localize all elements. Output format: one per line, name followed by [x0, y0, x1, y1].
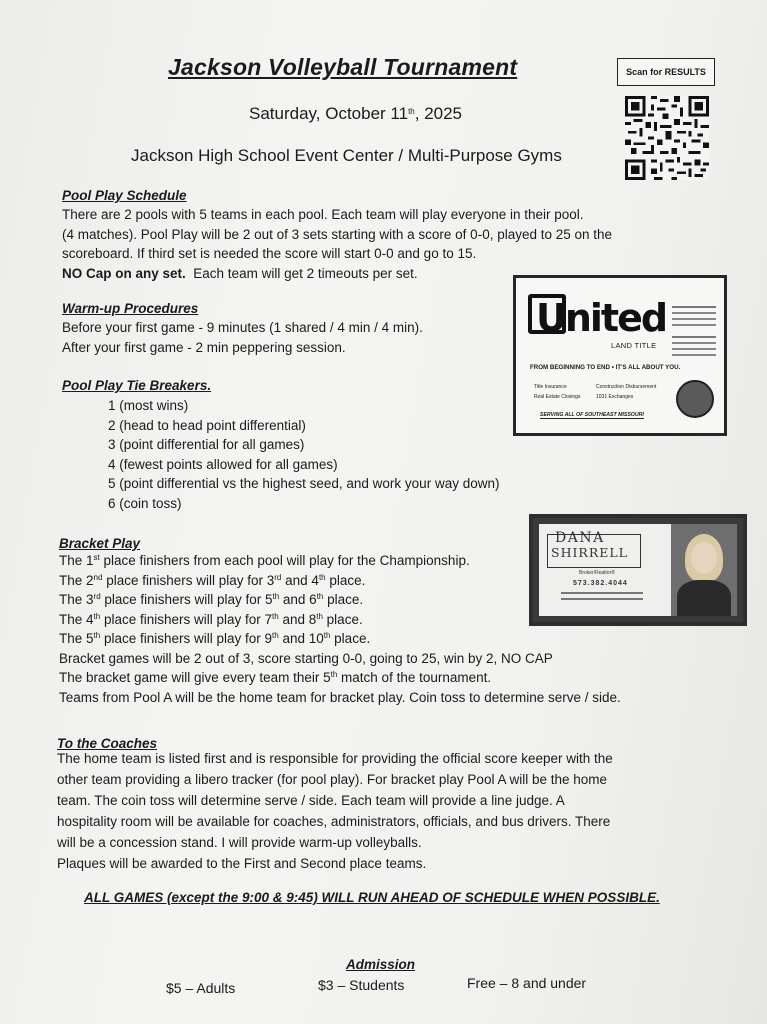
tiebreaker-item: 6 (coin toss) [108, 495, 182, 511]
united-seal-icon [676, 380, 714, 418]
tiebreaker-item: 1 (most wins) [108, 398, 189, 413]
dana-phone: 573.382.4044 [573, 580, 628, 587]
united-footer: SERVING ALL OF SOUTHEAST MISSOURI [540, 412, 644, 418]
price-free: Free – 8 and under [467, 975, 587, 991]
dana-name-first: DANA [555, 530, 605, 546]
united-logo: United [536, 296, 667, 340]
united-land-title-ad [513, 275, 727, 436]
bracket-text: The 1st place finishers from each pool will play for the Championship. The 2nd place finishers will play for 3rd and 4th place. The 3rd place finishers will play for 5th and 6th place. The 4th place finishers will play for 7th and 8th place. The 5th place finishers will play for 9th and 10th place. Bracket games will be 2 out of 3, score starting 0-0, going to 25, win by 2, NO CAP The bracket game will give every team their 5th match of the tournament. Teams from Pool A will be the home team for bracket play. Coin toss to determine serve / side. [59, 553, 621, 705]
coaches-text: The home team is listed first and is responsible for providing the official score keeper with the other team providing a libero tracker (for pool play). For bracket play Pool A will be the home team. The coin toss will determine serve / side. Each team will provide a line judge. A hospitality room will be available for coaches, administrators, officials, and bus drivers. There will be a concession stand. I will provide warm-up volleyballs. Plaques will be awarded to the First and Second place teams. [57, 751, 613, 871]
dana-shirrell-ad [529, 514, 747, 626]
warmup-text: Before your first game - 9 minutes (1 shared / 4 min / 4 min). After your first game - 2 min peppering session. [62, 320, 423, 355]
pool-play-heading: Pool Play Schedule [62, 188, 187, 203]
qr-code-icon [624, 96, 710, 180]
tiebreaker-item: 2 (head to head point differential) [108, 417, 306, 433]
united-services-col1: Title Insurance Real Estate Closings [534, 384, 581, 400]
united-sub: LAND TITLE [611, 341, 657, 350]
united-contact-lines [672, 302, 716, 360]
coaches-heading: To the Coaches [57, 736, 158, 751]
tiebreakers-heading: Pool Play Tie Breakers. [62, 378, 212, 393]
price-adults: $5 – Adults [166, 980, 236, 996]
united-tagline: FROM BEGINNING TO END • IT'S ALL ABOUT YOU. [530, 364, 681, 371]
tiebreaker-item: 3 (point differential for all games) [108, 437, 305, 452]
dana-role: Broker/Realtor® [579, 570, 615, 576]
tiebreaker-item: 4 (fewest points allowed for all games) [108, 456, 338, 472]
event-venue: Jackson High School Event Center / Multi-Purpose Gyms [131, 146, 562, 165]
tiebreakers-list [108, 396, 499, 513]
dana-name-last: SHIRRELL [551, 545, 628, 560]
scan-for-results-label: Scan for RESULTS [617, 58, 715, 86]
all-games-note: ALL GAMES (except the 9:00 & 9:45) WILL RUN AHEAD OF SCHEDULE WHEN POSSIBLE. [84, 890, 660, 905]
price-students: $3 – Students [318, 977, 405, 993]
agent-photo-icon [671, 524, 737, 616]
tiebreaker-item: 5 (point differential vs the highest seed, and work your way down) [108, 476, 500, 491]
united-services-col2: Construction Disbursement 1031 Exchanges [596, 384, 657, 400]
warmup-heading: Warm-up Procedures [62, 301, 199, 316]
event-date: Saturday, October 11th, 2025 [249, 104, 463, 123]
page-title: Jackson Volleyball Tournament [168, 54, 518, 80]
bracket-heading: Bracket Play [59, 536, 141, 551]
admission-heading: Admission [346, 957, 416, 972]
pool-play-text: There are 2 pools with 5 teams in each pool. Each team will play everyone in their pool. (4 matches). Pool Play will be 2 out of 3 sets starting with a score of 0-0, played to 25 on the scoreboard. If third set is needed the score will start 0-0 and go to 15. NO Cap on any set. Each team will get 2 timeouts per set. [62, 207, 613, 281]
